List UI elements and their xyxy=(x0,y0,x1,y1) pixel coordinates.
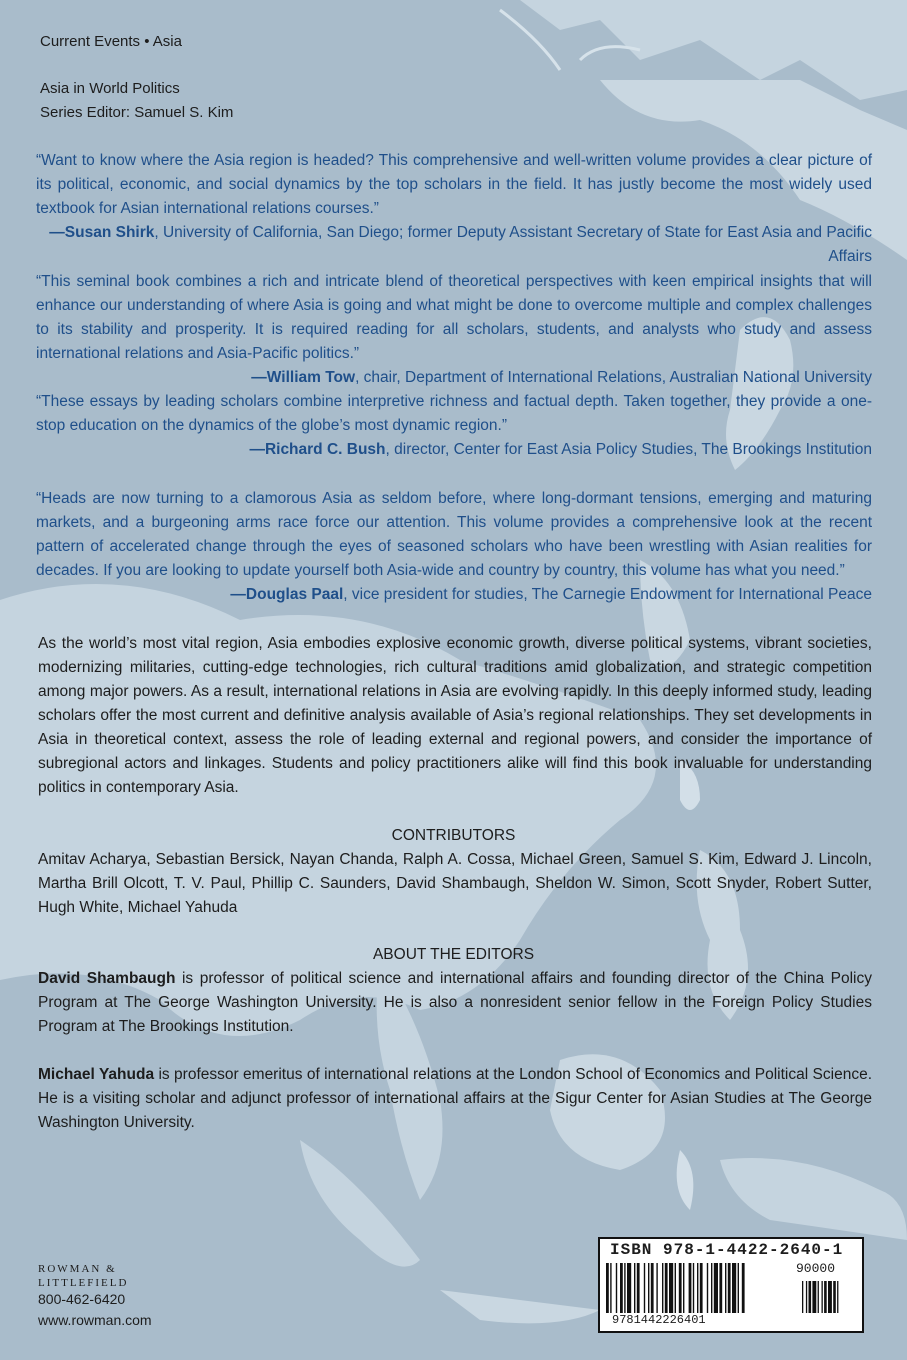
barcode-bar xyxy=(697,1263,698,1313)
publisher-logo xyxy=(38,1262,128,1290)
blurb-richard-bush xyxy=(36,390,872,462)
price-barcode-bar xyxy=(809,1281,812,1313)
editor-bio-shambaugh xyxy=(38,967,872,1039)
barcode-bar xyxy=(693,1263,694,1313)
barcode-bar xyxy=(707,1263,708,1313)
barcode-bar xyxy=(683,1263,684,1313)
barcode-bar xyxy=(648,1263,649,1313)
editor-bio-yahuda xyxy=(38,1063,872,1135)
map-java-shape xyxy=(440,1290,600,1323)
editor-name: David Shambaugh xyxy=(38,970,176,987)
barcode-bar xyxy=(634,1263,635,1313)
map-sumatra-shape xyxy=(300,1140,420,1267)
editor-name: Michael Yahuda xyxy=(38,1066,155,1083)
barcode-bar xyxy=(700,1263,703,1313)
publisher-website: www.rowman.com xyxy=(38,1312,152,1328)
blurb-attribution xyxy=(36,366,872,390)
book-description: As the world’s most vital region, Asia embodies explosive economic growth, diverse political systems, vibrant societies, modernizing militaries, cutting-edge technologies, rich cultural traditions amid globalization, and strategic competition among major powers. As a result, international relations in Asia are evolving rapidly. In this deeply informed study, leading scholars offer the most current and definitive analysis available of Asia’s regional relationships. They set developments in Asia in theoretical context, assess the role of leading external and regional powers, and consider the importance of subregional actors and linkages. Students and policy practitioners alike will find this book invaluable for understanding politics in contemporary Asia. xyxy=(38,635,872,796)
editor-bio: is professor of political science and international affairs and founding director of the China Policy Program at The George Washington University. He is also a nonresident senior fellow in the Foreign Policy Studies Program at The Brookings Institution. xyxy=(38,970,872,1035)
blurb-text: “Heads are now turning to a clamorous Asia as seldom before, where long-dormant tensions, emerging and maturing markets, and a burgeoning arms race force our attention. This volume provides a comprehensive look at the recent pattern of accelerated change through the eyes of seasoned scholars who have been wrestling with Asian realities for decades. If you are looking to update yourself both Asia-wide and country by country, this volume has what you need.” xyxy=(36,490,872,579)
barcode-bar xyxy=(662,1263,663,1313)
blurb-attribution xyxy=(36,221,872,269)
blurb-text: “These essays by leading scholars combine interpretive richness and factual depth. Taken together, they provide a one-stop education on the dynamics of the globe’s most dynamic region.” xyxy=(36,393,872,434)
barcode-bar xyxy=(644,1263,645,1313)
blurb-affiliation: , director, Center for East Asia Policy Studies, The Brookings Institution xyxy=(385,441,872,458)
barcode-bar xyxy=(689,1263,692,1313)
barcode-bar xyxy=(725,1263,726,1313)
blurb-affiliation: , vice president for studies, The Carnegie Endowment for International Peace xyxy=(343,586,872,603)
barcode-bar xyxy=(732,1263,736,1313)
price-barcode-bar xyxy=(833,1281,836,1313)
barcode-bar xyxy=(656,1263,657,1313)
barcode-bar xyxy=(651,1263,654,1313)
barcode-bar xyxy=(738,1263,739,1313)
price-barcode-bar xyxy=(812,1281,816,1313)
barcode-bar xyxy=(719,1263,722,1313)
barcode-bar xyxy=(714,1263,718,1313)
isbn-barcode-box xyxy=(598,1237,864,1333)
blurb-text: “This seminal book combines a rich and intricate blend of theoretical perspectives with keen empirical insights that will enhance our understanding of where Asia is going and what might be done to overcome multiple and complex challenges to its stability and prosperity. It is required reading for all scholars, students, and analysts who study and assess international relations and Asia-Pacific politics.” xyxy=(36,273,872,362)
barcode-bar xyxy=(728,1263,731,1313)
series-editor: Series Editor: Samuel S. Kim xyxy=(40,104,234,121)
price-barcode-bar xyxy=(802,1281,803,1313)
publisher-logo-line2: LITTLEFIELD xyxy=(38,1277,129,1289)
barcode-bar xyxy=(610,1263,611,1313)
series-name: Asia in World Politics xyxy=(40,80,180,97)
blurb-affiliation: , chair, Department of International Relations, Australian National University xyxy=(355,369,872,386)
ean-number: 9781442226401 xyxy=(612,1313,706,1327)
barcode-bar xyxy=(616,1263,617,1313)
barcode-bar xyxy=(627,1263,631,1313)
barcode-bar xyxy=(675,1263,676,1313)
contributors-heading: CONTRIBUTORS xyxy=(391,827,516,844)
blurb-author: —William Tow xyxy=(251,369,356,386)
publisher-phone: 800-462-6420 xyxy=(38,1291,126,1307)
blurb-douglas-paal xyxy=(36,487,872,607)
price-barcode-bar xyxy=(818,1281,819,1313)
map-new-guinea-shape xyxy=(720,1158,907,1240)
blurb-attribution xyxy=(36,583,872,607)
blurb-author: —Richard C. Bush xyxy=(249,441,386,458)
editor-bio: is professor emeritus of international relations at the London School of Economics and Political Science. He is a visiting scholar and adjunct professor of international affairs at the Sigur Center for Asian Studies at The George Washington University. xyxy=(38,1066,873,1131)
blurb-william-tow xyxy=(36,270,872,390)
contributors-list: Amitav Acharya, Sebastian Bersick, Nayan Chanda, Ralph A. Cossa, Michael Green, Samuel S. Kim, Edward J. Lincoln, Martha Brill Olcott, T. V. Paul, Phillip C. Saunders, David Shambaugh, Sheldon W. Simon, Scott Snyder, Robert Sutter, Hugh White, Michael Yahuda xyxy=(38,851,872,916)
price-barcode-bar xyxy=(837,1281,838,1313)
barcode-bar xyxy=(665,1263,668,1313)
barcode-bar xyxy=(606,1263,609,1313)
barcode-bar xyxy=(711,1263,712,1313)
category-label: Current Events • Asia xyxy=(40,33,182,50)
blurb-affiliation: , University of California, San Diego; former Deputy Assistant Secretary of State for East Asia and Pacific Affairs xyxy=(154,224,872,265)
price-barcode-bar xyxy=(806,1281,807,1313)
map-sulawesi-shape xyxy=(677,1150,694,1210)
barcode-bar xyxy=(624,1263,625,1313)
isbn-label: ISBN 978-1-4422-2640-1 xyxy=(610,1241,844,1259)
barcode-bar xyxy=(637,1263,640,1313)
blurb-author: —Douglas Paal xyxy=(230,586,344,603)
price-barcode-bar xyxy=(824,1281,827,1313)
barcode-bar xyxy=(679,1263,682,1313)
editors-heading: ABOUT THE EDITORS xyxy=(372,946,535,963)
price-barcode-bar xyxy=(822,1281,823,1313)
blurb-text: “Want to know where the Asia region is headed? This comprehensive and well-written volume provides a clear picture of its political, economic, and social dynamics by the top scholars in the field. It has justly become the most widely used textbook for Asian international relations courses.” xyxy=(36,152,872,217)
blurb-author: —Susan Shirk xyxy=(49,224,155,241)
barcode-bar xyxy=(620,1263,623,1313)
publisher-logo-line1: ROWMAN & xyxy=(38,1263,117,1275)
price-code: 90000 xyxy=(796,1261,836,1276)
blurb-susan-shirk xyxy=(36,149,872,269)
barcode-bar xyxy=(669,1263,673,1313)
barcode-bar xyxy=(742,1263,745,1313)
price-barcode-bar xyxy=(828,1281,832,1313)
blurb-attribution xyxy=(36,438,872,462)
